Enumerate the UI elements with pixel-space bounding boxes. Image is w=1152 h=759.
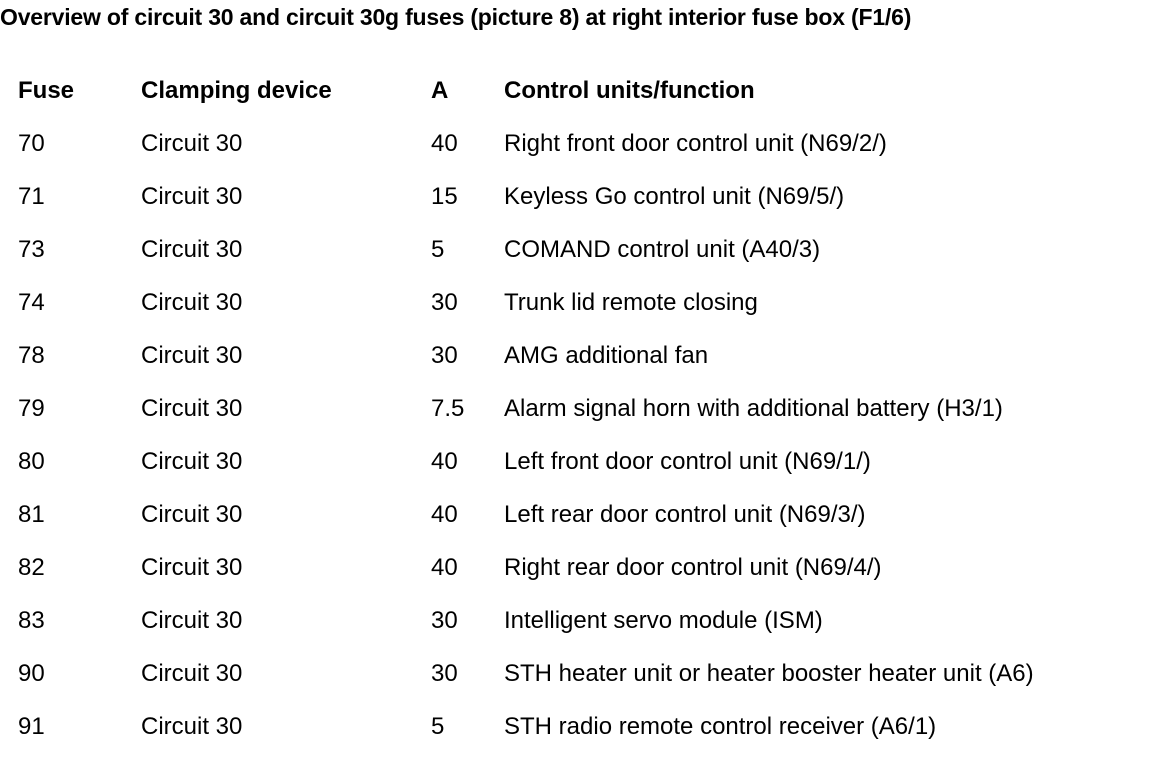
- cell-clamping-device: Circuit 30: [141, 501, 243, 528]
- cell-fuse: 70: [18, 130, 45, 157]
- cell-amperage: 30: [431, 342, 458, 369]
- table-header-row: [0, 70, 1152, 123]
- table-row: [0, 600, 1152, 653]
- cell-clamping-device: Circuit 30: [141, 236, 243, 263]
- table-row: [0, 123, 1152, 176]
- cell-fuse: 79: [18, 395, 45, 422]
- cell-function: COMAND control unit (A40/3): [504, 236, 821, 263]
- cell-function: STH radio remote control receiver (A6/1): [504, 713, 937, 740]
- table-row: [0, 229, 1152, 282]
- cell-function: Right front door control unit (N69/2/): [504, 130, 887, 157]
- cell-amperage: 30: [431, 289, 458, 316]
- cell-fuse: 73: [18, 236, 45, 263]
- cell-function: AMG additional fan: [504, 342, 709, 369]
- cell-amperage: 40: [431, 554, 458, 581]
- cell-fuse: 83: [18, 607, 45, 634]
- cell-amperage: 15: [431, 183, 458, 210]
- cell-function: Trunk lid remote closing: [504, 289, 758, 316]
- table-row: [0, 653, 1152, 706]
- cell-function: Left rear door control unit (N69/3/): [504, 501, 866, 528]
- table-row: [0, 547, 1152, 600]
- table-row: [0, 706, 1152, 759]
- page-title: Overview of circuit 30 and circuit 30g fuses (picture 8) at right interior fuse box (F1/6): [0, 4, 912, 30]
- cell-fuse: 78: [18, 342, 45, 369]
- cell-function: Alarm signal horn with additional battery (H3/1): [504, 395, 1003, 422]
- table-row: [0, 388, 1152, 441]
- table-body: [0, 123, 1152, 759]
- table-row: [0, 176, 1152, 229]
- cell-fuse: 91: [18, 713, 45, 740]
- cell-function: Left front door control unit (N69/1/): [504, 448, 871, 475]
- cell-clamping-device: Circuit 30: [141, 289, 243, 316]
- column-header-clamping-device: Clamping device: [141, 77, 332, 104]
- cell-clamping-device: Circuit 30: [141, 607, 243, 634]
- cell-clamping-device: Circuit 30: [141, 660, 243, 687]
- cell-clamping-device: Circuit 30: [141, 342, 243, 369]
- cell-amperage: 5: [431, 713, 445, 740]
- cell-fuse: 82: [18, 554, 45, 581]
- cell-amperage: 30: [431, 607, 458, 634]
- cell-clamping-device: Circuit 30: [141, 395, 243, 422]
- table-row: [0, 494, 1152, 547]
- cell-clamping-device: Circuit 30: [141, 554, 243, 581]
- cell-fuse: 71: [18, 183, 45, 210]
- cell-function: Intelligent servo module (ISM): [504, 607, 823, 634]
- table-row: [0, 335, 1152, 388]
- cell-function: Keyless Go control unit (N69/5/): [504, 183, 845, 210]
- fuse-table: [0, 70, 1152, 759]
- cell-clamping-device: Circuit 30: [141, 183, 243, 210]
- column-header-amperage: A: [431, 77, 449, 104]
- cell-amperage: 40: [431, 130, 458, 157]
- cell-clamping-device: Circuit 30: [141, 448, 243, 475]
- cell-function: Right rear door control unit (N69/4/): [504, 554, 882, 581]
- cell-amperage: 7.5: [431, 395, 465, 422]
- cell-fuse: 81: [18, 501, 45, 528]
- cell-amperage: 30: [431, 660, 458, 687]
- cell-clamping-device: Circuit 30: [141, 713, 243, 740]
- cell-clamping-device: Circuit 30: [141, 130, 243, 157]
- table-row: [0, 282, 1152, 335]
- cell-function: STH heater unit or heater booster heater unit (A6): [504, 660, 1034, 687]
- cell-fuse: 90: [18, 660, 45, 687]
- column-header-function: Control units/function: [504, 77, 755, 104]
- column-header-fuse: Fuse: [18, 77, 75, 104]
- cell-fuse: 80: [18, 448, 45, 475]
- cell-amperage: 40: [431, 448, 458, 475]
- cell-amperage: 40: [431, 501, 458, 528]
- table-row: [0, 441, 1152, 494]
- cell-amperage: 5: [431, 236, 445, 263]
- cell-fuse: 74: [18, 289, 45, 316]
